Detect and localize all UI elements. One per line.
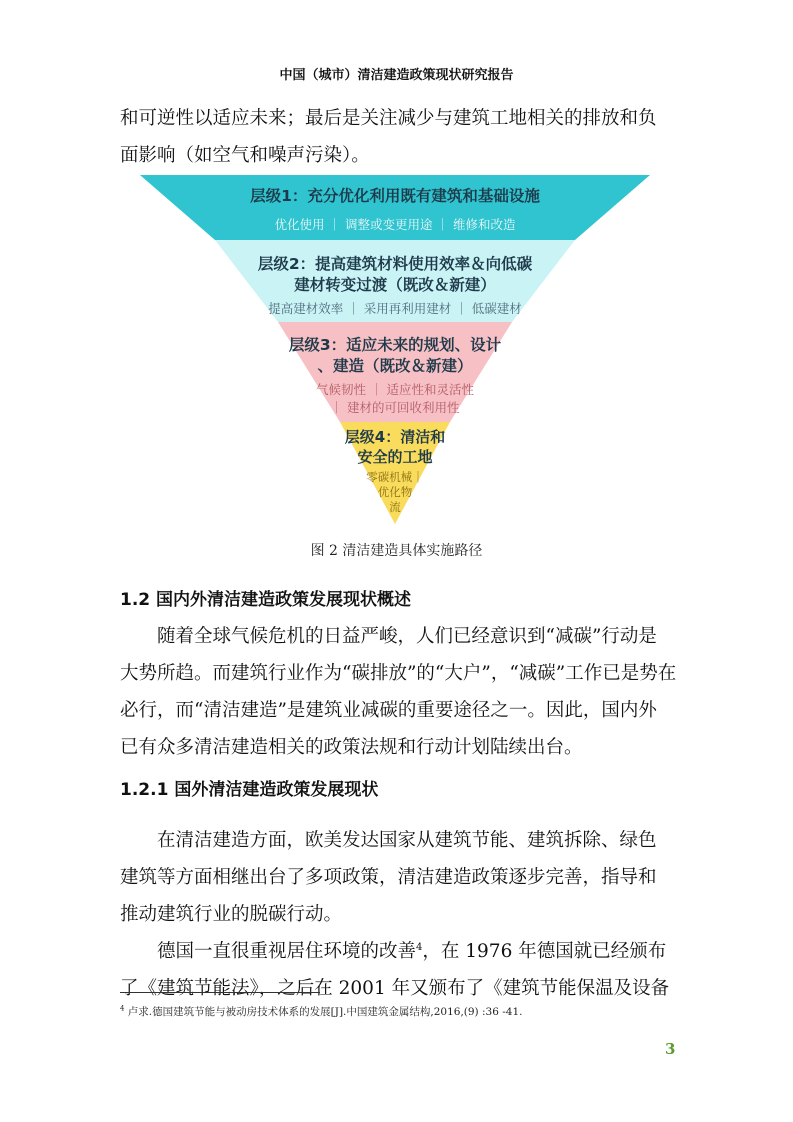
level4-title-line: 安全的工地: [357, 448, 433, 466]
text-segment: 德国一直很重视居住环境的改善: [157, 941, 417, 962]
level3-title-line: 、建造（既改＆新建）: [317, 357, 473, 375]
level1-title: 层级1：充分优化利用既有建筑和基础设施: [250, 187, 540, 205]
level4-title-line: 层级4：清洁和: [344, 428, 446, 446]
footnote-marker[interactable]: 4: [416, 941, 423, 953]
footnote-text: 卢求.德国建筑节能与被动房技术体系的发展[J].中国建筑金属结构,2016,(9) :36 -41.: [124, 1006, 523, 1018]
level4-subtitle-line: 流: [389, 500, 401, 514]
text-line: 了《建筑节能法》，之后在 2001 年又颁布了《建筑节能保温及设备: [120, 978, 670, 999]
text-line: 推动建筑行业的脱碳行动。: [120, 904, 343, 925]
section-1-2-1-paragraph-1: [120, 822, 676, 933]
level3-title-line: 层级3：适应未来的规划、设计: [288, 336, 502, 354]
section-1-2-1-paragraph-2: [120, 933, 676, 1007]
level2-title-line: 层级2：提高建筑材料使用效率＆向低碳: [257, 255, 533, 273]
intro-paragraph: [120, 100, 676, 174]
text-line: [120, 933, 676, 970]
text-line: 随着全球气候危机的日益严峻，人们已经意识到“减碳”行动是: [157, 626, 657, 647]
running-header: 中国（城市）清洁建造政策现状研究报告: [279, 68, 514, 83]
footnote: [120, 1004, 680, 1019]
text-line: 面影响（如空气和噪声污染）。: [120, 145, 370, 166]
section-1-2-paragraph: [120, 618, 676, 766]
text-line: 必行，而“清洁建造”是建筑业减碳的重要途径之一。因此，国内外: [120, 700, 657, 721]
text-line: 已有众多清洁建造相关的政策法规和行动计划陆续出台。: [120, 737, 583, 758]
figure-caption: 图 2 清洁建造具体实施路径: [310, 543, 483, 559]
level2-subtitle: 提高建材效率 ｜ 采用再利用建材 ｜ 低碳建材: [268, 301, 522, 316]
pyramid-diagram: [140, 172, 650, 527]
level2-title-line: 建材转变过渡（既改＆新建）: [294, 276, 496, 294]
level4-subtitle-line: 零碳机械｜: [366, 470, 424, 484]
inverted-pyramid-figure: [140, 172, 650, 527]
text-line: 和可逆性以适应未来；最后是关注减少与建筑工地相关的排放和负: [120, 108, 657, 129]
level3-subtitle-line: ｜ 建材的可回收利用性: [330, 400, 460, 415]
level4-subtitle-line: 优化物: [377, 485, 413, 499]
level1-subtitle: 优化使用 ｜ 调整或变更用途 ｜ 维修和改造: [274, 217, 516, 232]
text-line: 建筑等方面相继出台了多项政策，清洁建造政策逐步完善，指导和: [120, 867, 657, 888]
level3-subtitle-line: 气候韧性 ｜ 适应性和灵活性: [316, 382, 474, 397]
text-line: 在清洁建造方面，欧美发达国家从建筑节能、建筑拆除、绿色: [157, 830, 657, 851]
section-heading-1-2-1: 1.2.1 国外清洁建造政策发展现状: [120, 780, 379, 800]
text-line: 大势所趋。而建筑行业作为“碳排放”的“大户”，“减碳”工作已是势在: [120, 663, 677, 684]
footnote-number: 4: [120, 1004, 125, 1013]
section-heading-1-2: 1.2 国内外清洁建造政策发展现状概述: [120, 590, 412, 610]
text-segment: ，在 1976 年德国就已经颁布: [422, 941, 667, 962]
footnote-divider: [120, 992, 320, 993]
page-number: 3: [665, 1040, 676, 1058]
